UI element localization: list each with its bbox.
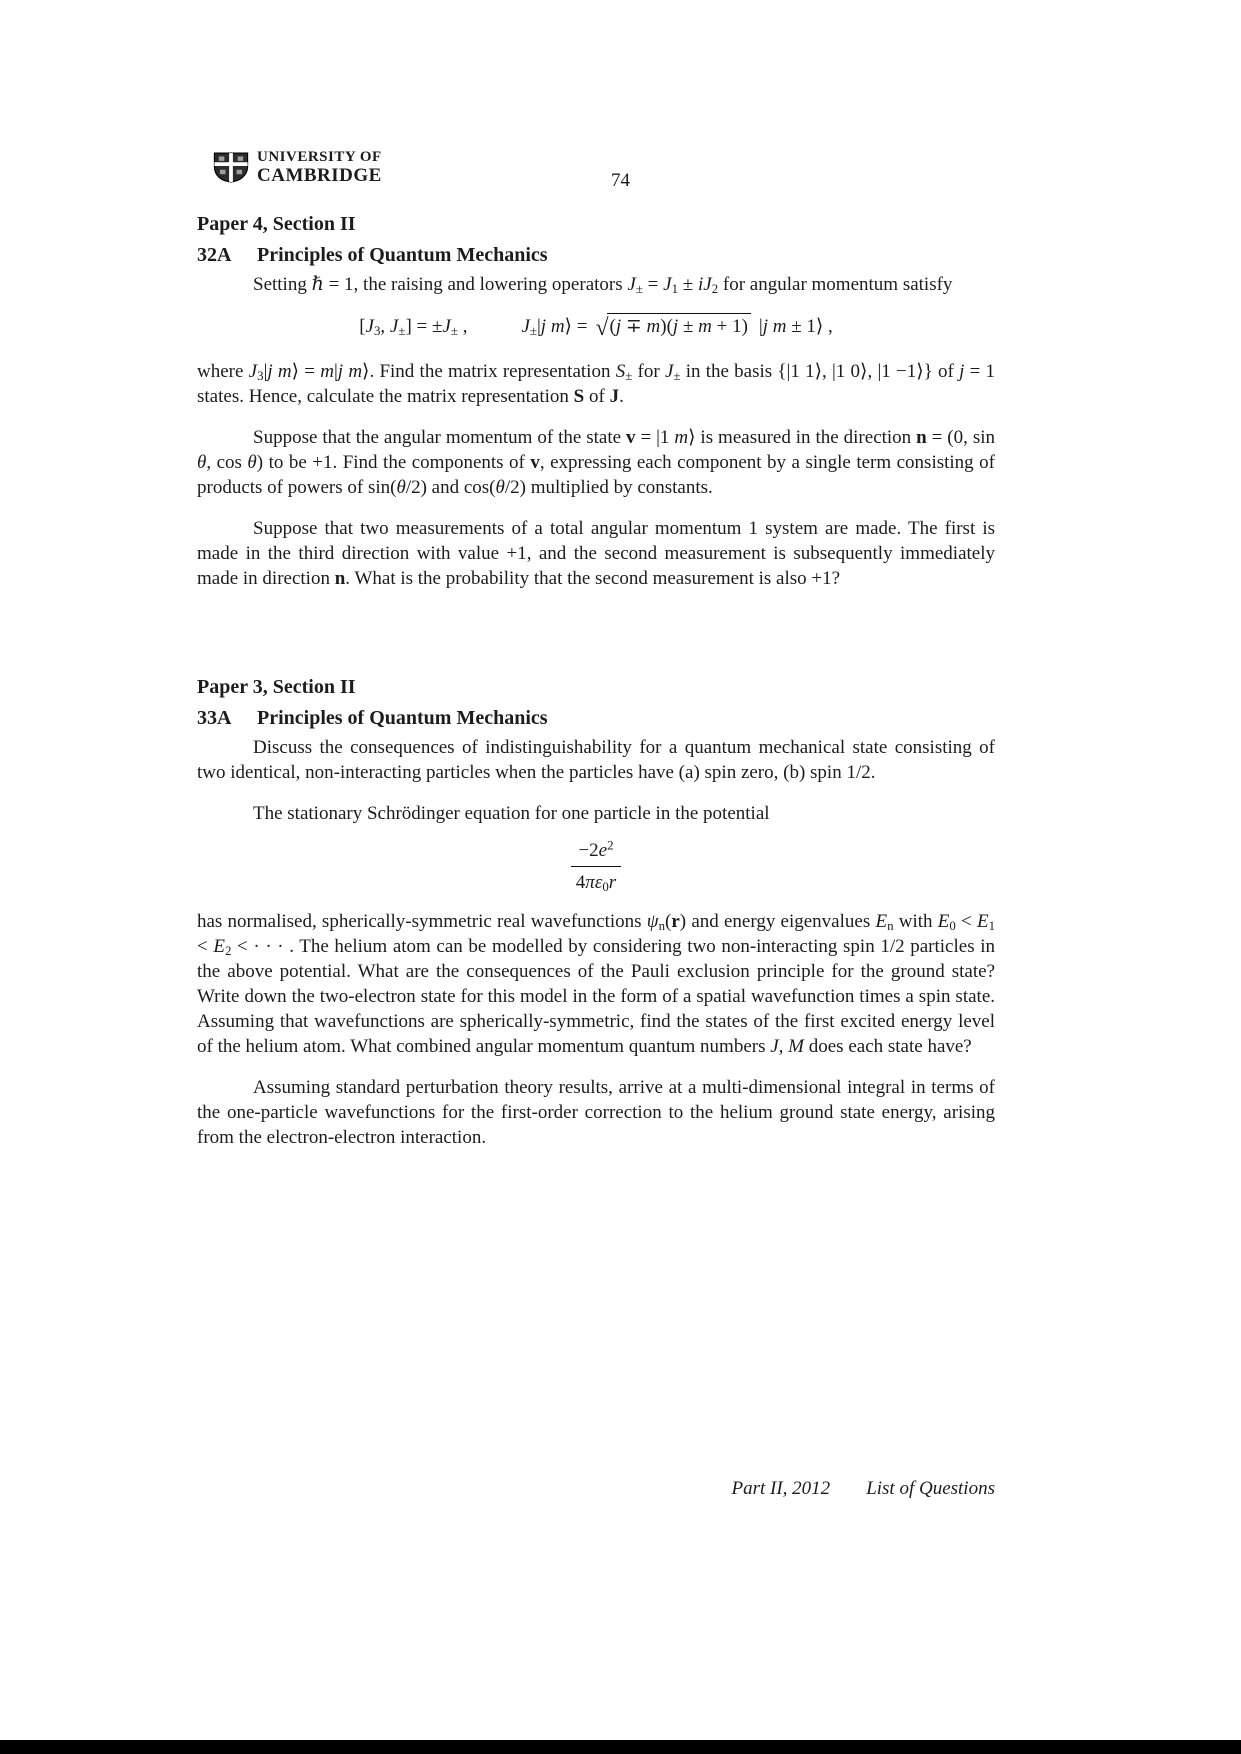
question-title: Principles of Quantum Mechanics <box>257 244 548 266</box>
fraction-denominator: $4\pi\varepsilon_0r$ <box>571 866 621 895</box>
paragraph: Suppose that the angular momentum of the state v = |1 m⟩ is measured in the direction n = (0, sin θ, cos θ) to be +1. Find the components of v, expressing each component by a single term consisting of products of powers of sin(θ/2) and cos(θ/2) multiplied by constants. <box>197 427 995 498</box>
page-footer <box>197 1478 995 1500</box>
display-equation <box>197 838 995 895</box>
paragraph: Assuming standard perturbation theory results, arrive at a multi-dimensional integral in terms of the one-particle wavefunctions for the first-order correction to the helium ground state energy, arising from the electron-electron interaction. <box>197 1077 995 1148</box>
footer-part-label: Part II, 2012 <box>731 1478 831 1499</box>
question-heading <box>197 706 995 731</box>
paragraph: Discuss the consequences of indistinguishability for a quantum mechanical state consisting of two identical, non-interacting particles when the particles have (a) spin zero, (b) spin 1/2. <box>197 737 995 783</box>
square-root <box>595 313 750 341</box>
paragraph: The stationary Schrödinger equation for one particle in the potential <box>253 803 770 824</box>
paper-section-heading: Paper 3, Section II <box>197 676 356 698</box>
fraction <box>571 838 621 895</box>
question-code: 33A <box>197 707 232 729</box>
display-equation <box>197 313 995 341</box>
equation-commutator: [$J_3$, $J_\pm] = \pm J_\pm$ , <box>359 316 468 339</box>
radical-sign-icon: √ <box>595 315 609 341</box>
section-paper-4 <box>197 212 995 591</box>
radicand: (j ∓ m)(j ± m + 1) <box>607 313 750 339</box>
section-paper-3 <box>197 675 995 1150</box>
equation-ladder-rhs: |j m ± 1⟩ , <box>758 316 833 337</box>
paragraph: Setting ℏ = 1, the raising and lowering operators $J_\pm = J_1 \pm iJ_2$ for angular momentum satisfy <box>253 274 953 297</box>
paragraph: has normalised, spherically-symmetric real wavefunctions $\psi_n(r)$ and energy eigenvalues $E_n$ with $E_0 < E_1 < E_2$ < · · · . The helium atom can be modelled by considering two non-interacting spin 1/2 particles in the above potential. What are the consequences of the Pauli exclusion principle for the ground state? Write down the two-electron state for this model in the form of a spatial wavefunction times a spin state. Assuming that wavefunctions are spherically-symmetric, find the states of the first excited energy level of the helium atom. What combined angular momentum quantum numbers J, M does each state have? <box>197 911 996 1057</box>
paragraph: where $J_3|j$ m⟩ = m|j m⟩. Find the matrix representation $S_\pm$ for $J_\pm$ in the basis {|1 1⟩, |1 0⟩, |1 −1⟩} of j = 1 states. Hence, calculate the matrix representation S of J. <box>197 361 996 407</box>
logo-line2: CAMBRIDGE <box>257 164 382 186</box>
scan-artifact-bar <box>0 1740 1241 1754</box>
logo-line1: UNIVERSITY OF <box>257 149 382 165</box>
question-code: 32A <box>197 244 232 266</box>
paper-section-heading: Paper 4, Section II <box>197 213 356 235</box>
paragraph: Suppose that two measurements of a total angular momentum 1 system are made. The first is made in the third direction with value +1, and the second measurement is subsequently immediately made in direction n. What is the probability that the second measurement is also +1? <box>197 518 995 589</box>
equation-ladder-lhs: $J_\pm|j$ m⟩ = <box>521 316 588 339</box>
question-title: Principles of Quantum Mechanics <box>257 707 548 729</box>
footer-list-label: List of Questions <box>866 1478 995 1499</box>
page-number: 74 <box>611 170 630 191</box>
fraction-numerator: $-2e^2$ <box>578 837 614 861</box>
page-content <box>197 212 995 1150</box>
question-heading <box>197 243 995 268</box>
